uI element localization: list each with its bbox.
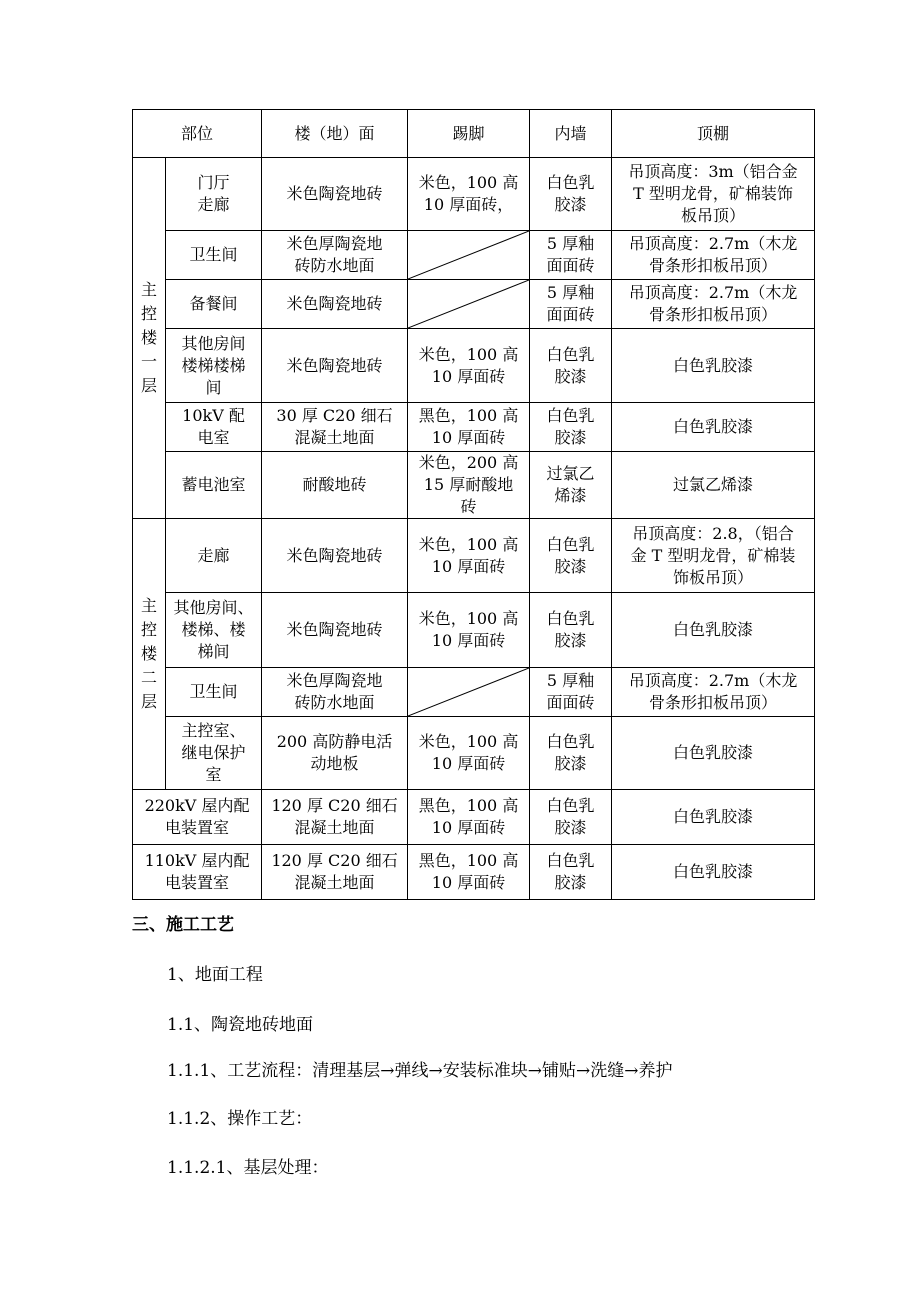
paragraph-process-flow: 1.1.1、工艺流程：清理基层→弹线→安装标准块→铺贴→洗缝→养护 bbox=[167, 1061, 673, 1081]
room-cell: 10kV 配 电室 bbox=[166, 403, 262, 452]
header-floor-surface: 楼（地）面 bbox=[262, 110, 408, 158]
wall-cell: 5 厚釉 面面砖 bbox=[530, 280, 612, 329]
header-ceiling: 顶棚 bbox=[612, 110, 815, 158]
wall-cell: 白色乳 胶漆 bbox=[530, 519, 612, 593]
wall-cell: 白色乳 胶漆 bbox=[530, 845, 612, 900]
header-location: 部位 bbox=[133, 110, 262, 158]
paragraph-ceramic-tile-floor: 1.1、陶瓷地砖地面 bbox=[167, 1015, 314, 1035]
ground-cell: 200 高防静电活 动地板 bbox=[262, 717, 408, 790]
ground-cell: 米色陶瓷地砖 bbox=[262, 158, 408, 231]
ground-cell: 耐酸地砖 bbox=[262, 452, 408, 519]
finish-schedule-table bbox=[132, 109, 815, 900]
ceiling-cell: 白色乳胶漆 bbox=[612, 845, 815, 900]
table-row bbox=[133, 280, 815, 329]
wall-cell: 白色乳 胶漆 bbox=[530, 790, 612, 845]
header-skirting: 踢脚 bbox=[408, 110, 530, 158]
skirting-cell-empty bbox=[408, 668, 530, 717]
wall-cell: 白色乳 胶漆 bbox=[530, 158, 612, 231]
ground-cell: 120 厚 C20 细石 混凝土地面 bbox=[262, 845, 408, 900]
ground-cell: 米色陶瓷地砖 bbox=[262, 329, 408, 403]
ground-cell: 120 厚 C20 细石 混凝土地面 bbox=[262, 790, 408, 845]
ceiling-cell: 白色乳胶漆 bbox=[612, 329, 815, 403]
skirting-cell: 米色，100 高 10 厚面砖 bbox=[408, 519, 530, 593]
ceiling-cell: 白色乳胶漆 bbox=[612, 717, 815, 790]
skirting-cell: 黑色，100 高 10 厚面砖 bbox=[408, 845, 530, 900]
skirting-cell: 米色，100 高 10 厚面砖， bbox=[408, 158, 530, 231]
ground-cell: 米色陶瓷地砖 bbox=[262, 280, 408, 329]
skirting-cell-empty bbox=[408, 280, 530, 329]
skirting-cell: 米色，200 高 15 厚耐酸地 砖 bbox=[408, 452, 530, 519]
ground-cell: 米色厚陶瓷地 砖防水地面 bbox=[262, 231, 408, 280]
table-row bbox=[133, 593, 815, 668]
table-row bbox=[133, 329, 815, 403]
ground-cell: 米色陶瓷地砖 bbox=[262, 519, 408, 593]
table-row bbox=[133, 231, 815, 280]
skirting-cell-empty bbox=[408, 231, 530, 280]
skirting-cell: 米色，100 高 10 厚面砖 bbox=[408, 329, 530, 403]
wall-cell: 白色乳 胶漆 bbox=[530, 717, 612, 790]
skirting-cell: 黑色，100 高 10 厚面砖 bbox=[408, 790, 530, 845]
table-row bbox=[133, 717, 815, 790]
ceiling-cell: 过氯乙烯漆 bbox=[612, 452, 815, 519]
skirting-cell: 米色，100 高 10 厚面砖 bbox=[408, 593, 530, 668]
skirting-cell: 黑色，100 高 10 厚面砖 bbox=[408, 403, 530, 452]
table-row bbox=[133, 790, 815, 845]
table-row bbox=[133, 452, 815, 519]
room-cell: 其他房间 楼梯楼梯 间 bbox=[166, 329, 262, 403]
wall-cell: 白色乳 胶漆 bbox=[530, 403, 612, 452]
room-cell: 110kV 屋内配 电装置室 bbox=[133, 845, 262, 900]
paragraph-floor-works: 1、地面工程 bbox=[167, 965, 263, 985]
room-cell: 备餐间 bbox=[166, 280, 262, 329]
ceiling-cell: 白色乳胶漆 bbox=[612, 403, 815, 452]
table-row bbox=[133, 158, 815, 231]
ground-cell: 30 厚 C20 细石 混凝土地面 bbox=[262, 403, 408, 452]
room-cell: 走廊 bbox=[166, 519, 262, 593]
room-cell: 卫生间 bbox=[166, 231, 262, 280]
ceiling-cell: 吊顶高度：2.7m（木龙 骨条形扣板吊顶） bbox=[612, 280, 815, 329]
floor-label: 主 控 楼 二 层 bbox=[133, 519, 166, 790]
table-row bbox=[133, 845, 815, 900]
room-cell: 蓄电池室 bbox=[166, 452, 262, 519]
ceiling-cell: 吊顶高度：2.8，（铝合 金 T 型明龙骨，矿棉装 饰板吊顶） bbox=[612, 519, 815, 593]
floor-label: 主 控 楼 一 层 bbox=[133, 158, 166, 519]
ground-cell: 米色厚陶瓷地 砖防水地面 bbox=[262, 668, 408, 717]
wall-cell: 5 厚釉 面面砖 bbox=[530, 668, 612, 717]
wall-cell: 5 厚釉 面面砖 bbox=[530, 231, 612, 280]
room-cell: 主控室、 继电保护 室 bbox=[166, 717, 262, 790]
table-header-row bbox=[133, 110, 815, 158]
wall-cell: 白色乳 胶漆 bbox=[530, 593, 612, 668]
room-cell: 门厅 走廊 bbox=[166, 158, 262, 231]
room-cell: 其他房间、 楼梯、楼 梯间 bbox=[166, 593, 262, 668]
table-row bbox=[133, 403, 815, 452]
table-row bbox=[133, 519, 815, 593]
ground-cell: 米色陶瓷地砖 bbox=[262, 593, 408, 668]
table-row bbox=[133, 668, 815, 717]
paragraph-base-treatment: 1.1.2.1、基层处理： bbox=[167, 1158, 329, 1178]
section-heading: 三、施工工艺 bbox=[132, 915, 234, 935]
ceiling-cell: 吊顶高度：2.7m（木龙 骨条形扣板吊顶） bbox=[612, 231, 815, 280]
paragraph-operation-process: 1.1.2、操作工艺： bbox=[167, 1109, 313, 1129]
ceiling-cell: 吊顶高度：3m（铝合金 T 型明龙骨，矿棉装饰 板吊顶） bbox=[612, 158, 815, 231]
diagonal-slash-line bbox=[408, 231, 529, 279]
ceiling-cell: 白色乳胶漆 bbox=[612, 790, 815, 845]
ceiling-cell: 吊顶高度：2.7m（木龙 骨条形扣板吊顶） bbox=[612, 668, 815, 717]
wall-cell: 过氯乙 烯漆 bbox=[530, 452, 612, 519]
room-cell: 220kV 屋内配 电装置室 bbox=[133, 790, 262, 845]
room-cell: 卫生间 bbox=[166, 668, 262, 717]
diagonal-slash-line bbox=[408, 280, 529, 328]
diagonal-slash-line bbox=[408, 668, 529, 716]
skirting-cell: 米色，100 高 10 厚面砖 bbox=[408, 717, 530, 790]
wall-cell: 白色乳 胶漆 bbox=[530, 329, 612, 403]
ceiling-cell: 白色乳胶漆 bbox=[612, 593, 815, 668]
header-interior-wall: 内墙 bbox=[530, 110, 612, 158]
